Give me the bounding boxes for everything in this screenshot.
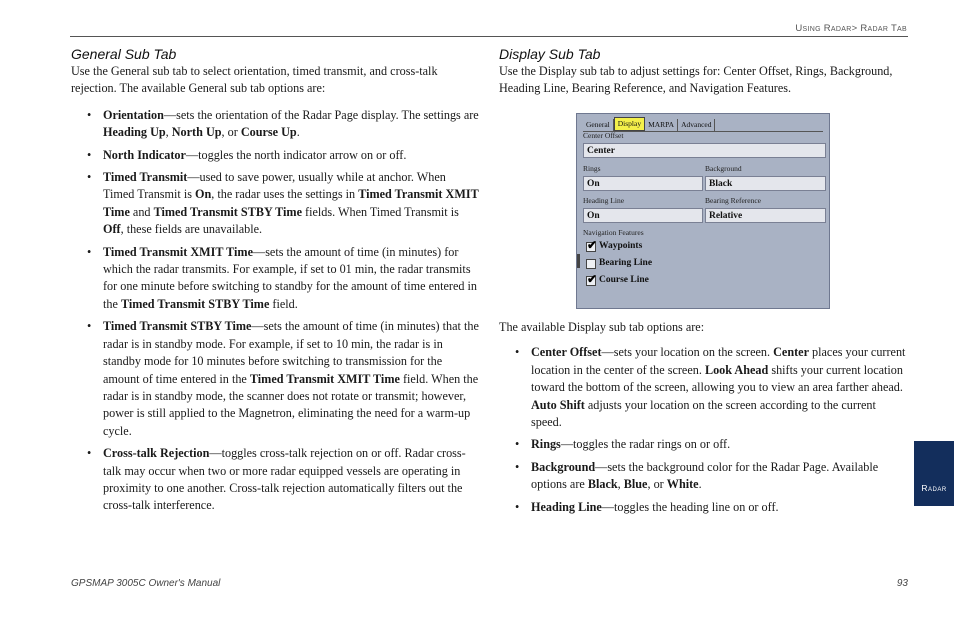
section-heading: General Sub Tab bbox=[71, 46, 177, 62]
tab-advanced[interactable]: Advanced bbox=[678, 119, 715, 131]
page-number: 93 bbox=[896, 578, 908, 589]
manual-title: GPSMAP 3005C Owner's Manual bbox=[71, 578, 221, 589]
heading-line-field[interactable]: On bbox=[583, 208, 703, 223]
list-item: • Timed Transmit XMIT Time—sets the amount of time (in minutes) for which the radar transmits. For example, if set to 01 min, the radar transmits for one minute before switching to standby for the amount of time entered in the Timed Transmit STBY Time field. bbox=[71, 244, 479, 314]
header-rule bbox=[70, 36, 908, 37]
heading-line-label: Heading Line bbox=[583, 196, 625, 205]
center-offset-field[interactable]: Center bbox=[583, 143, 826, 158]
bearing-line-checkbox[interactable] bbox=[586, 259, 596, 269]
background-field[interactable]: Black bbox=[705, 176, 826, 191]
course-line-checkbox[interactable] bbox=[586, 276, 596, 286]
list-item: • Background—sets the background color for the Radar Page. Available options are Black, Blue, or White. bbox=[499, 459, 909, 494]
waypoints-checkbox[interactable] bbox=[586, 242, 596, 252]
option-list bbox=[499, 344, 909, 516]
display-options-section bbox=[499, 319, 909, 516]
bearing-reference-label: Bearing Reference bbox=[705, 196, 762, 205]
display-sub-tab-screenshot bbox=[576, 113, 830, 309]
chapter-tab-label: Radar bbox=[921, 483, 947, 493]
display-sub-tab-section bbox=[499, 46, 909, 98]
nav-features-label: Navigation Features bbox=[583, 228, 644, 237]
list-item: • North Indicator—toggles the north indicator arrow on or off. bbox=[71, 147, 479, 164]
course-line-label: Course Line bbox=[599, 275, 649, 285]
option-list bbox=[71, 107, 479, 515]
tab-marpa[interactable]: MARPA bbox=[645, 119, 678, 131]
section-intro: Use the General sub tab to select orientation, timed transmit, and cross-talk rejection. The available General sub tab options are: bbox=[71, 64, 438, 96]
list-item: • Cross-talk Rejection—toggles cross-talk rejection on or off. Radar cross-talk may occur when two or more radar equipped vessels are operating in proximity to one another. Cross-talk rejection automatically filters out the cross-talk interference. bbox=[71, 445, 479, 515]
tab-general[interactable]: General bbox=[583, 119, 614, 131]
waypoints-label: Waypoints bbox=[599, 241, 643, 251]
background-label: Background bbox=[705, 164, 742, 173]
bearing-reference-field[interactable]: Relative bbox=[705, 208, 826, 223]
sub-tab-bar bbox=[583, 117, 715, 131]
breadcrumb: Using Radar> Radar Tab bbox=[795, 23, 907, 34]
chapter-tab bbox=[914, 441, 954, 506]
tab-display[interactable]: Display bbox=[614, 117, 645, 131]
list-item: • Timed Transmit—used to save power, usually while at anchor. When Timed Transmit is On, the radar uses the settings in Timed Transmit XMIT Time and Timed Transmit STBY Time fields. When Timed Transmit is Off, these fields are unavailable. bbox=[71, 169, 479, 239]
rings-field[interactable]: On bbox=[583, 176, 703, 191]
list-item: • Orientation—sets the orientation of the Radar Page display. The settings are Heading Up, North Up, or Course Up. bbox=[71, 107, 479, 142]
general-sub-tab-section bbox=[71, 46, 479, 515]
section-heading: Display Sub Tab bbox=[499, 46, 601, 62]
bearing-line-label: Bearing Line bbox=[599, 258, 653, 268]
options-intro: The available Display sub tab options are: bbox=[499, 320, 705, 334]
rings-label: Rings bbox=[583, 164, 601, 173]
section-intro: Use the Display sub tab to adjust settings for: Center Offset, Rings, Background, Heading Line, Bearing Reference, and Navigation Features. bbox=[499, 64, 893, 96]
list-item: • Timed Transmit STBY Time—sets the amount of time (in minutes) that the radar is in standby mode. For example, if set to 10 min, the radar is in standby mode for 10 minutes before switching to transmission for the amount of time entered in the Timed Transmit XMIT Time field. When the radar is in standby mode, the scanner does not rotate or transmit; however, power is still applied to the Magnetron, eliminating the need for a warm-up cycle. bbox=[71, 318, 479, 440]
list-item: • Rings—toggles the radar rings on or off. bbox=[499, 436, 909, 453]
scroll-tick-mark bbox=[577, 254, 580, 268]
list-item: • Center Offset—sets your location on the screen. Center places your current location in the center of the screen. Look Ahead shifts your current location toward the bottom of the screen, allowing you to view an area farther ahead. Auto Shift adjusts your location on the screen according to the current speed. bbox=[499, 344, 909, 431]
list-item: • Heading Line—toggles the heading line on or off. bbox=[499, 499, 909, 516]
center-offset-label: Center Offset bbox=[583, 131, 624, 140]
